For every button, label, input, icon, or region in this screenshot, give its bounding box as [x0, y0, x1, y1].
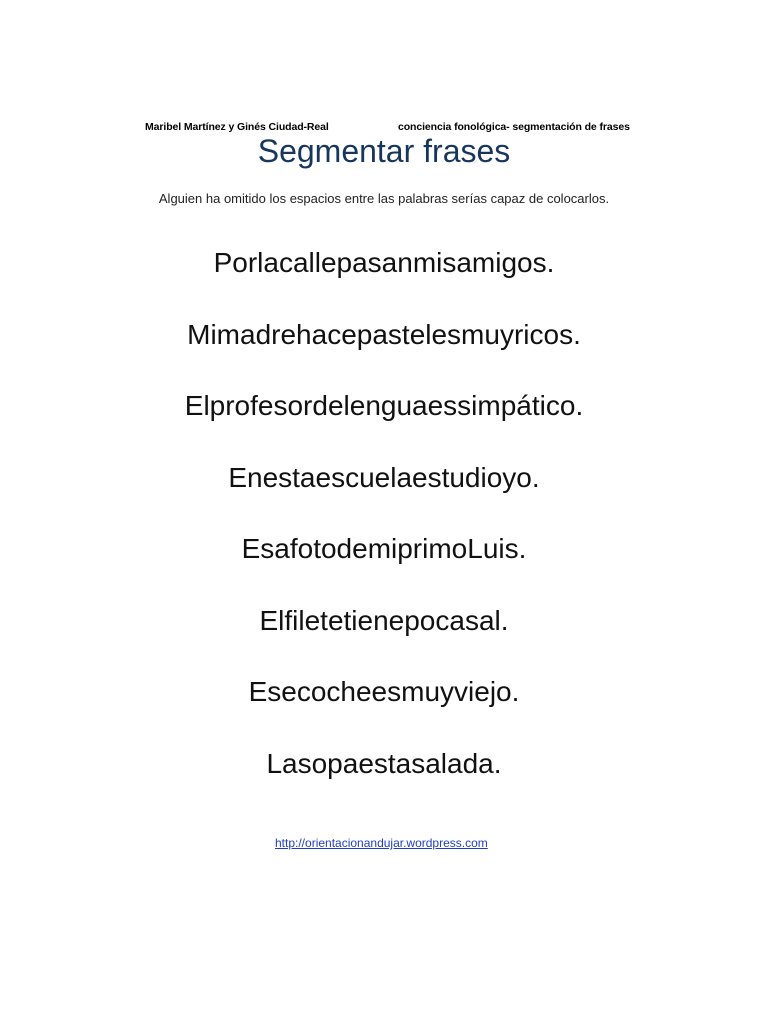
sentence-item: Elfiletetienepocasal. [259, 604, 509, 636]
sentence-item: EsafotodemiprimoLuis. [241, 533, 527, 564]
page-title: Segmentar frases [257, 133, 511, 169]
sentence-item: Esecocheesmuyviejo. [248, 676, 520, 707]
sentence-item: Elprofesordelenguaessimpático. [184, 390, 584, 421]
header-authors: Maribel Martínez y Ginés Ciudad-Real [145, 121, 329, 133]
sentence-item: Enestaescuelaestudioyo. [228, 461, 540, 493]
footer-link[interactable]: http://orientacionandujar.wordpress.com [275, 836, 488, 850]
sentence-item: Lasopaestasalada. [266, 747, 502, 779]
sentence-item: Porlacallepasanmisamigos. [213, 247, 555, 278]
sentence-list [0, 240, 768, 812]
sentence-item: Mimadrehacepastelesmuyricos. [187, 318, 581, 350]
instructions-text: Alguien ha omitido los espacios entre las palabras serías capaz de colocarlos. [158, 191, 610, 206]
header-topic: conciencia fonológica- segmentación de frases [398, 121, 630, 133]
